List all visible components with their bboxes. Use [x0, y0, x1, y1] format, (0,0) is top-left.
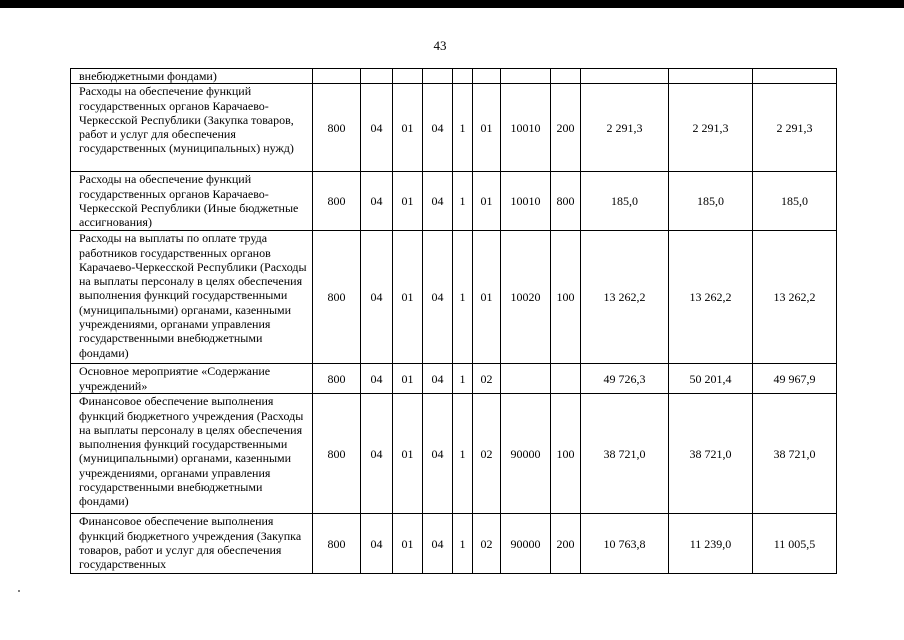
- row-description: Расходы на обеспечение функций государственных органов Карачаево-Черкесской Республики (Закупка товаров, работ и услуг для обеспечения государственных (муниципальных) нужд): [71, 84, 313, 172]
- code-expense-type: 200: [551, 84, 581, 172]
- amount-year-2: 11 239,0: [669, 514, 753, 574]
- code-section: 04: [361, 394, 393, 514]
- code-expense-type: 800: [551, 172, 581, 231]
- code-direction: [501, 69, 551, 84]
- code-section: 04: [361, 231, 393, 364]
- amount-year-1: 2 291,3: [581, 84, 669, 172]
- amount-year-3: 11 005,5: [753, 514, 837, 574]
- code-direction: 10010: [501, 84, 551, 172]
- amount-year-3: 38 721,0: [753, 394, 837, 514]
- code-subsection: 01: [393, 364, 423, 394]
- amount-year-1: 185,0: [581, 172, 669, 231]
- table-row: [71, 172, 837, 231]
- row-description: внебюджетными фондами): [71, 69, 313, 84]
- amount-year-2: [669, 69, 753, 84]
- row-description: Основное мероприятие «Содержание учреждений»: [71, 364, 313, 394]
- code-program: 04: [423, 394, 453, 514]
- code-expense-type: [551, 69, 581, 84]
- code-activity: 01: [473, 231, 501, 364]
- code-section: [361, 69, 393, 84]
- amount-year-2: 38 721,0: [669, 394, 753, 514]
- code-ministry: 800: [313, 231, 361, 364]
- code-activity: 02: [473, 514, 501, 574]
- amount-year-1: 13 262,2: [581, 231, 669, 364]
- code-subprogram: [453, 69, 473, 84]
- code-subprogram: 1: [453, 172, 473, 231]
- amount-year-1: 49 726,3: [581, 364, 669, 394]
- code-ministry: [313, 69, 361, 84]
- amount-year-2: 13 262,2: [669, 231, 753, 364]
- amount-year-1: [581, 69, 669, 84]
- code-subsection: 01: [393, 394, 423, 514]
- scan-top-border: [0, 0, 904, 8]
- code-activity: 01: [473, 84, 501, 172]
- table-row: [71, 364, 837, 394]
- amount-year-3: 2 291,3: [753, 84, 837, 172]
- table-row: [71, 69, 837, 84]
- budget-table: [70, 68, 837, 574]
- code-direction: 10020: [501, 231, 551, 364]
- code-subprogram: 1: [453, 231, 473, 364]
- row-description: Финансовое обеспечение выполнения функций бюджетного учреждения (Расходы на выплаты персоналу в целях обеспечения выполнения функций государственными (муниципальными) органами, казенными учреждениями, органами управления государственными внебюджетными фондами): [71, 394, 313, 514]
- amount-year-3: [753, 69, 837, 84]
- code-ministry: 800: [313, 394, 361, 514]
- code-subprogram: 1: [453, 394, 473, 514]
- code-section: 04: [361, 84, 393, 172]
- amount-year-2: 185,0: [669, 172, 753, 231]
- code-direction: 90000: [501, 514, 551, 574]
- code-program: 04: [423, 514, 453, 574]
- code-section: 04: [361, 172, 393, 231]
- code-expense-type: 100: [551, 231, 581, 364]
- code-expense-type: 200: [551, 514, 581, 574]
- code-expense-type: 100: [551, 394, 581, 514]
- code-subsection: 01: [393, 231, 423, 364]
- table-row: [71, 231, 837, 364]
- scan-speck: [18, 590, 20, 592]
- row-description: Финансовое обеспечение выполнения функций бюджетного учреждения (Закупка товаров, работ и услуг для обеспечения государственных: [71, 514, 313, 574]
- code-ministry: 800: [313, 514, 361, 574]
- code-section: 04: [361, 364, 393, 394]
- code-direction: [501, 364, 551, 394]
- code-activity: 02: [473, 364, 501, 394]
- code-section: 04: [361, 514, 393, 574]
- amount-year-1: 10 763,8: [581, 514, 669, 574]
- amount-year-3: 49 967,9: [753, 364, 837, 394]
- code-ministry: 800: [313, 84, 361, 172]
- code-activity: [473, 69, 501, 84]
- table-row: [71, 514, 837, 574]
- code-ministry: 800: [313, 364, 361, 394]
- code-subprogram: 1: [453, 364, 473, 394]
- code-expense-type: [551, 364, 581, 394]
- page-number: 43: [433, 38, 447, 53]
- code-subsection: 01: [393, 514, 423, 574]
- table-body: [71, 69, 837, 574]
- amount-year-3: 185,0: [753, 172, 837, 231]
- row-description: Расходы на обеспечение функций государственных органов Карачаево-Черкесской Республики (Иные бюджетные ассигнования): [71, 172, 313, 231]
- code-subprogram: 1: [453, 84, 473, 172]
- code-program: 04: [423, 231, 453, 364]
- code-program: 04: [423, 172, 453, 231]
- code-activity: 02: [473, 394, 501, 514]
- code-subsection: [393, 69, 423, 84]
- code-program: 04: [423, 364, 453, 394]
- code-activity: 01: [473, 172, 501, 231]
- amount-year-2: 2 291,3: [669, 84, 753, 172]
- amount-year-2: 50 201,4: [669, 364, 753, 394]
- row-description: Расходы на выплаты по оплате труда работников государственных органов Карачаево-Черкесской Республики (Расходы на выплаты персоналу в целях обеспечения выполнения функций государственными (муниципальными) органами, казенными учреждениями, органами управления государственными внебюджетными фондами): [71, 231, 313, 364]
- code-subsection: 01: [393, 84, 423, 172]
- code-subsection: 01: [393, 172, 423, 231]
- code-direction: 90000: [501, 394, 551, 514]
- code-program: [423, 69, 453, 84]
- code-program: 04: [423, 84, 453, 172]
- table-row: [71, 84, 837, 172]
- code-ministry: 800: [313, 172, 361, 231]
- amount-year-3: 13 262,2: [753, 231, 837, 364]
- table-row: [71, 394, 837, 514]
- code-subprogram: 1: [453, 514, 473, 574]
- amount-year-1: 38 721,0: [581, 394, 669, 514]
- code-direction: 10010: [501, 172, 551, 231]
